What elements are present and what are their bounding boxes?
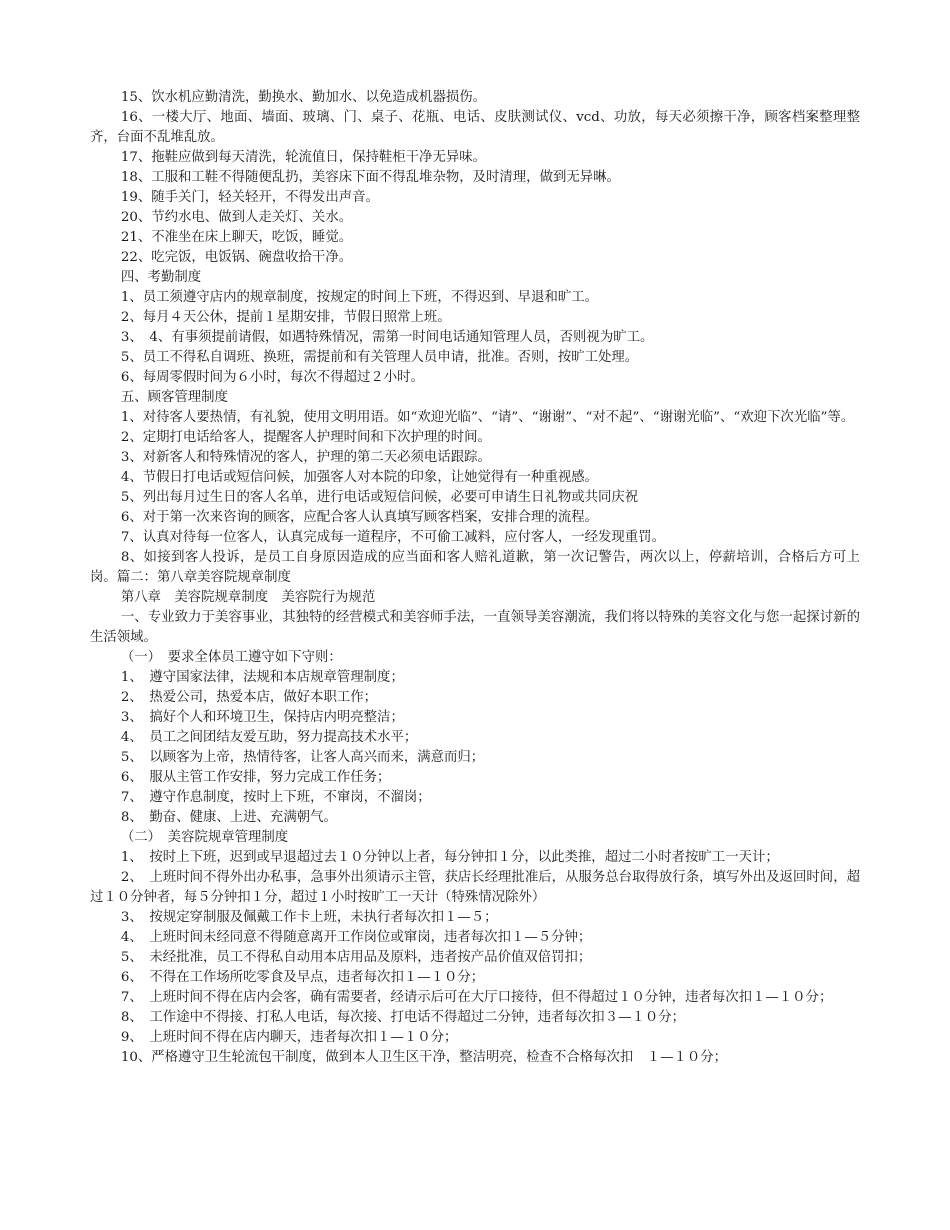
paragraph: 18、工服和工鞋不得随便乱扔，美容床下面不得乱堆杂物，及时清理，做到无异晽。 <box>120 170 620 185</box>
paragraph: 9、 上班时间不得在店内聊天，违者每次扣１—１０分； <box>120 1030 458 1045</box>
paragraph: 6、每周零假时间为６小时，每次不得超过２小时。 <box>120 370 424 385</box>
section-heading: （一） 要求全体员工遵守如下守则： <box>120 650 342 665</box>
paragraph: 22、吃完饭，电饭锅、碗盘收拾干净。 <box>120 250 353 265</box>
paragraph: 10、严格遵守卫生轮流包干制度，做到本人卫生区干净，整洁明亮，检查不合格每次扣 １—１０分； <box>120 1050 728 1065</box>
chapter-heading: 第八章 美容院规章制度 美容院行为规范 <box>120 590 376 605</box>
paragraph: 1、 按时上下班，迟到或早退超过去１０分钟以上者，每分钟扣１分，以此类推，超过二小时者按旷工一天计； <box>120 850 779 865</box>
paragraph: 19、随手关门，轻关轻开，不得发出声音。 <box>120 190 379 205</box>
paragraph: 21、不准坐在床上聊天，吃饭，睡觉。 <box>120 230 353 245</box>
paragraph: 1、员工须遵守店内的规章制度，按规定的时间上下班，不得迟到、早退和旷工。 <box>120 290 599 305</box>
paragraph: 8、 工作途中不得接、打私人电话，每次接、打电话不得超过二分钟，违者每次扣３—１０分； <box>120 1010 686 1025</box>
paragraph: 2、定期打电话给客人，提醒客人护理时间和下次护理的时间。 <box>120 430 491 445</box>
paragraph: 2、每月４天公休，提前１星期安排，节假日照常上班。 <box>120 310 451 325</box>
paragraph: 5、 未经批准，员工不得私自动用本店用品及原料，违者按产品价值双倍罚扣； <box>120 950 592 965</box>
paragraph: 20、节约水电、做到人走关灯、关水。 <box>120 210 353 225</box>
section-heading: 四、考勤制度 <box>120 270 202 285</box>
paragraph: 5、员工不得私自调班、换班，需提前和有关管理人员申请，批准。否则，按旷工处理。 <box>120 350 639 365</box>
paragraph: 6、对于第一次来咨询的顾客，应配合客人认真填写顾客档案，安排合理的流程。 <box>120 510 599 525</box>
section-heading: 五、顾客管理制度 <box>120 390 228 405</box>
paragraph: 7、 上班时间不得在店内会客，确有需要者，经请示后可在大厅口接待，但不得超过１０分钟，违者每次扣１—１０分； <box>120 990 833 1005</box>
paragraph: 4、 上班时间未经同意不得随意离开工作岗位或窜岗，违者每次扣１—５分钟； <box>120 930 592 945</box>
paragraph: 16、一楼大厅、地面、墙面、玻璃、门、桌子、花瓶、电话、皮肤测试仪、vcd、功放，每天必须擦干净，顾客档案整理整齐，台面不乱堆乱放。 <box>90 110 860 145</box>
paragraph: 2、 上班时间不得外出办私事，急事外出须请示主管，获店长经理批准后，从服务总台取得放行条，填写外出及返回时间，超过１０分钟者，每５分钟扣１分，超过１小时按旷工一天计（特殊情况除外） <box>90 870 860 905</box>
paragraph: 3、对新客人和特殊情况的客人，护理的第二天必须电话跟踪。 <box>120 450 491 465</box>
paragraph: 5、列出每月过生日的客人名单，进行电话或短信问候，必要可申请生日礼物或共同庆祝 <box>120 490 639 505</box>
paragraph: 2、 热爱公司，热爱本店，做好本职工作； <box>120 690 378 705</box>
paragraph: 3、 按规定穿制服及佩戴工作卡上班，未执行者每次扣１—５； <box>120 910 498 925</box>
paragraph: 1、 遵守国家法律，法规和本店规章管理制度； <box>120 670 404 685</box>
paragraph: 1、对待客人要热情，有礼貌，使用文明用语。如“欢迎光临”、“请”、“谢谢”、“对不起”、“谢谢光临”、“欢迎下次光临”等。 <box>120 410 855 425</box>
paragraph: 15、饮水机应勤清洗，勤换水、勤加水、以免造成机器损伤。 <box>120 90 487 105</box>
paragraph: 6、 不得在工作场所吃零食及早点，违者每次扣１—１０分； <box>120 970 485 985</box>
paragraph: 4、节假日打电话或短信问候，加强客人对本院的印象，让她觉得有一种重视感。 <box>120 470 599 485</box>
document-page <box>90 88 860 1068</box>
paragraph: 一、专业致力于美容事业，其独特的经营模式和美容师手法，一直领导美容潮流，我们将以特殊的美容文化与您一起探讨新的生活领域。 <box>90 610 860 645</box>
section-heading: （二） 美容院规章管理制度 <box>120 830 289 845</box>
paragraph: 7、认真对待每一位客人，认真完成每一道程序，不可偷工减料，应付客人，一经发现重罚。 <box>120 530 665 545</box>
paragraph: 7、 遵守作息制度，按时上下班，不窜岗，不溜岗； <box>120 790 431 805</box>
paragraph: 3、 搞好个人和环境卫生，保持店内明亮整洁； <box>120 710 404 725</box>
paragraph: 4、 员工之间团结友爱互助，努力提高技术水平； <box>120 730 418 745</box>
paragraph: 3、 4、有事须提前请假，如遇特殊情况，需第一时间电话通知管理人员，否则视为旷工。 <box>120 330 654 345</box>
paragraph: 6、 服从主管工作安排，努力完成工作任务； <box>120 770 391 785</box>
paragraph: 8、 勤奋、健康、上进、充满朝气。 <box>120 810 337 825</box>
paragraph: 8、如接到客人投诉，是员工自身原因造成的应当面和客人赔礼道歉，第一次记警告，两次以上，停薪培训，合格后方可上岗。篇二：第八章美容院规章制度 <box>90 550 860 585</box>
paragraph: 17、拖鞋应做到每天清洗，轮流值日，保持鞋柜干净无异味。 <box>120 150 487 165</box>
paragraph: 5、 以顾客为上帝，热情待客，让客人高兴而来，满意而归； <box>120 750 485 765</box>
